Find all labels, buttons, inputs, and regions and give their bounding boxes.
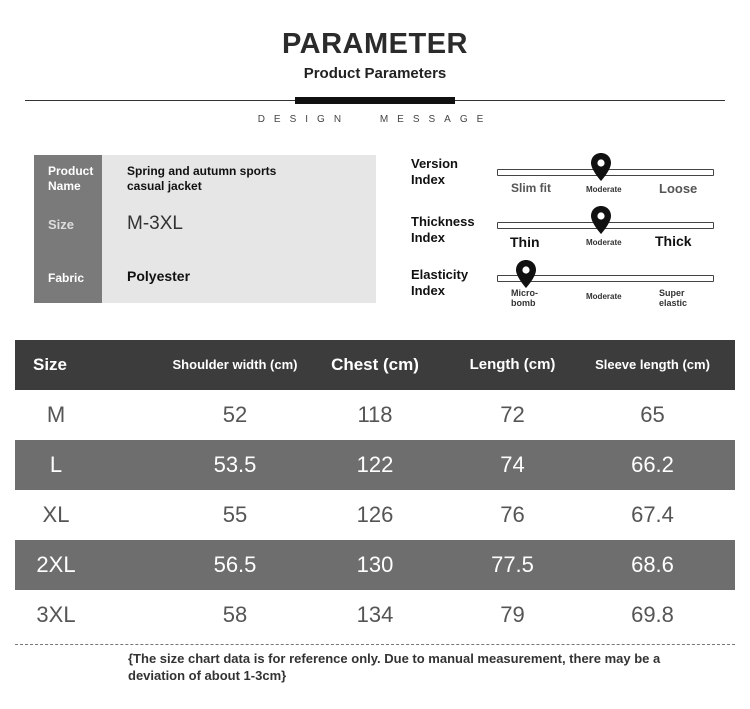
thickness-tick-thin: Thin [510, 234, 540, 250]
cell-chest: 126 [356, 502, 394, 527]
table-row [15, 590, 735, 640]
divider-accent-bar [295, 97, 455, 104]
cell-sleeve: 67.4 [631, 502, 674, 527]
elasticity-tick-micro-bomb: Micro-bomb [511, 288, 538, 308]
product-name-value: Spring and autumn sports casual jacket [127, 164, 277, 193]
info-label-panel [34, 155, 102, 303]
page-subtitle: Product Parameters [303, 65, 447, 82]
thickness-tick-thick: Thick [655, 233, 692, 249]
size-label: Size [48, 217, 75, 232]
fabric-label: Fabric [48, 271, 85, 285]
version-index-label: Version Index [411, 156, 458, 187]
table-row [15, 540, 735, 590]
cell-length: 77.5 [491, 552, 534, 577]
size-value: M-3XL [127, 213, 183, 234]
cell-shoulder: 55 [222, 502, 248, 527]
header-length: Length (cm) [469, 356, 556, 373]
cell-shoulder: 56.5 [213, 552, 257, 577]
cell-shoulder: 53.5 [213, 452, 257, 477]
table-row [15, 490, 735, 540]
cell-size: XL [42, 502, 70, 527]
elasticity-index-label: Elasticity Index [411, 267, 469, 298]
cell-length: 79 [500, 602, 525, 627]
cell-size: 3XL [36, 602, 76, 627]
map-pin-icon [590, 205, 612, 235]
cell-shoulder: 52 [222, 402, 248, 427]
cell-chest: 122 [356, 452, 394, 477]
cell-chest: 130 [356, 552, 394, 577]
thickness-index-label: Thickness Index [411, 214, 475, 245]
cell-sleeve: 66.2 [631, 452, 674, 477]
header-chest: Chest (cm) [331, 355, 419, 374]
cell-size: L [49, 452, 63, 477]
cell-chest: 118 [357, 402, 393, 427]
fabric-value: Polyester [127, 268, 191, 284]
map-pin-icon [590, 152, 612, 182]
header-shoulder-width: Shoulder width (cm) [172, 357, 298, 372]
version-tick-slim-fit: Slim fit [511, 181, 552, 195]
elasticity-tick-super-elastic: Super elastic [659, 288, 688, 308]
version-tick-loose: Loose [659, 181, 698, 196]
table-row [15, 390, 735, 440]
table-row [15, 440, 735, 490]
size-table [15, 340, 735, 640]
cell-sleeve: 68.6 [631, 552, 674, 577]
product-name-label: Product Name [48, 164, 94, 193]
table-header-row [15, 340, 735, 390]
dashed-divider [15, 644, 735, 645]
cell-length: 74 [500, 452, 525, 477]
version-tick-moderate: Moderate [586, 185, 622, 194]
cell-chest: 134 [356, 602, 394, 627]
map-pin-icon [515, 259, 537, 289]
header-size: Size [33, 355, 68, 374]
design-message: DESIGN MESSAGE [257, 114, 493, 125]
page-title: PARAMETER [281, 28, 469, 60]
info-value-panel [102, 155, 376, 303]
cell-length: 72 [500, 402, 525, 427]
thickness-tick-moderate: Moderate [586, 238, 622, 247]
cell-shoulder: 58 [222, 602, 248, 627]
cell-size: M [46, 402, 66, 427]
elasticity-tick-moderate: Moderate [586, 292, 622, 301]
cell-sleeve: 65 [640, 402, 665, 427]
cell-length: 76 [500, 502, 525, 527]
header-sleeve-length: Sleeve length (cm) [595, 357, 710, 372]
cell-sleeve: 69.8 [631, 602, 674, 627]
cell-size: 2XL [36, 552, 76, 577]
measurement-note: {The size chart data is for reference only. Due to manual measurement, there may be a deviation of about 1-3cm} [128, 651, 661, 683]
